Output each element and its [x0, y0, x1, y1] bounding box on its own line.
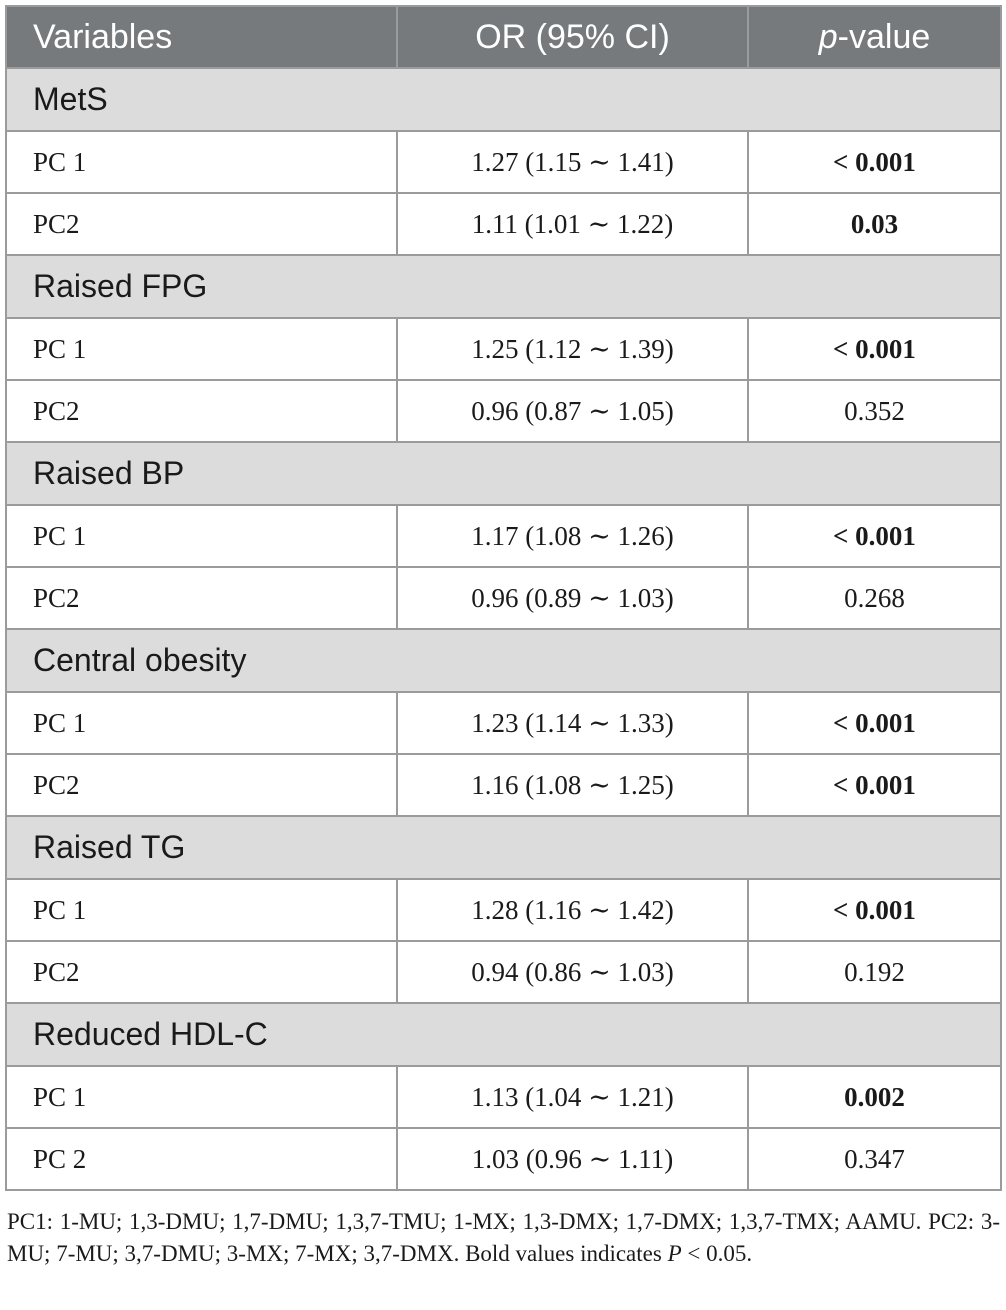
cell-p-value: < 0.001: [748, 754, 1001, 816]
table-footnote: [7, 1206, 1000, 1270]
cell-or-ci: 1.13 (1.04 ∼ 1.21): [397, 1066, 748, 1128]
cell-variable: PC2: [6, 380, 397, 442]
cell-variable: PC 1: [6, 1066, 397, 1128]
cell-variable: PC 1: [6, 692, 397, 754]
cell-or-ci: 1.16 (1.08 ∼ 1.25): [397, 754, 748, 816]
table-row: [6, 1066, 1001, 1128]
cell-or-ci: 1.27 (1.15 ∼ 1.41): [397, 131, 748, 193]
group-row: [6, 629, 1001, 692]
table-header-row: [6, 6, 1001, 68]
footnote-main: PC1: 1-MU; 1,3-DMU; 1,7-DMU; 1,3,7-TMU; 1-MX; 1,3-DMX; 1,7-DMX; 1,3,7-TMX; AAMU. PC2: 3-MU; 7-MU; 3,7-DMU; 3-MX; 7-MX; 3,7-DMX. Bold values indicates: [7, 1209, 1000, 1266]
group-row: [6, 442, 1001, 505]
cell-or-ci: 1.25 (1.12 ∼ 1.39): [397, 318, 748, 380]
group-label: Raised BP: [6, 442, 1001, 505]
cell-or-ci: 1.03 (0.96 ∼ 1.11): [397, 1128, 748, 1190]
cell-or-ci: 1.11 (1.01 ∼ 1.22): [397, 193, 748, 255]
results-table: [5, 5, 1002, 1191]
cell-variable: PC2: [6, 193, 397, 255]
table-row: [6, 318, 1001, 380]
cell-p-value: < 0.001: [748, 505, 1001, 567]
cell-variable: PC2: [6, 941, 397, 1003]
table-row: [6, 754, 1001, 816]
header-p-italic: p: [818, 17, 838, 56]
cell-p-value: 0.352: [748, 380, 1001, 442]
cell-or-ci: 1.23 (1.14 ∼ 1.33): [397, 692, 748, 754]
group-row: [6, 255, 1001, 318]
group-label: Raised TG: [6, 816, 1001, 879]
cell-or-ci: 1.17 (1.08 ∼ 1.26): [397, 505, 748, 567]
cell-variable: PC 1: [6, 131, 397, 193]
cell-p-value: < 0.001: [748, 318, 1001, 380]
group-label: Central obesity: [6, 629, 1001, 692]
group-row: [6, 68, 1001, 131]
group-label: Raised FPG: [6, 255, 1001, 318]
cell-variable: PC 2: [6, 1128, 397, 1190]
cell-or-ci: 0.96 (0.87 ∼ 1.05): [397, 380, 748, 442]
cell-or-ci: 0.94 (0.86 ∼ 1.03): [397, 941, 748, 1003]
table-row: [6, 879, 1001, 941]
cell-p-value: 0.347: [748, 1128, 1001, 1190]
header-p-value: [748, 6, 1001, 68]
cell-p-value: 0.192: [748, 941, 1001, 1003]
table-row: [6, 567, 1001, 629]
cell-variable: PC 1: [6, 879, 397, 941]
group-row: [6, 1003, 1001, 1066]
table-row: [6, 380, 1001, 442]
cell-p-value: < 0.001: [748, 879, 1001, 941]
table-body: [6, 68, 1001, 1190]
cell-or-ci: 0.96 (0.89 ∼ 1.03): [397, 567, 748, 629]
header-or-ci: OR (95% CI): [397, 6, 748, 68]
footnote-p-italic: P: [667, 1241, 682, 1266]
cell-or-ci: 1.28 (1.16 ∼ 1.42): [397, 879, 748, 941]
cell-variable: PC 1: [6, 318, 397, 380]
table-row: [6, 941, 1001, 1003]
cell-p-value: < 0.001: [748, 131, 1001, 193]
header-variables: Variables: [6, 6, 397, 68]
results-table-container: [5, 5, 1000, 1191]
table-row: [6, 1128, 1001, 1190]
group-label: Reduced HDL-C: [6, 1003, 1001, 1066]
cell-variable: PC2: [6, 567, 397, 629]
table-row: [6, 193, 1001, 255]
cell-variable: PC 1: [6, 505, 397, 567]
header-p-rest: -value: [837, 17, 931, 56]
cell-p-value: 0.002: [748, 1066, 1001, 1128]
group-label: MetS: [6, 68, 1001, 131]
table-row: [6, 505, 1001, 567]
table-row: [6, 692, 1001, 754]
cell-p-value: 0.268: [748, 567, 1001, 629]
group-row: [6, 816, 1001, 879]
cell-variable: PC2: [6, 754, 397, 816]
table-row: [6, 131, 1001, 193]
footnote-end: < 0.05.: [681, 1241, 753, 1266]
cell-p-value: 0.03: [748, 193, 1001, 255]
cell-p-value: < 0.001: [748, 692, 1001, 754]
